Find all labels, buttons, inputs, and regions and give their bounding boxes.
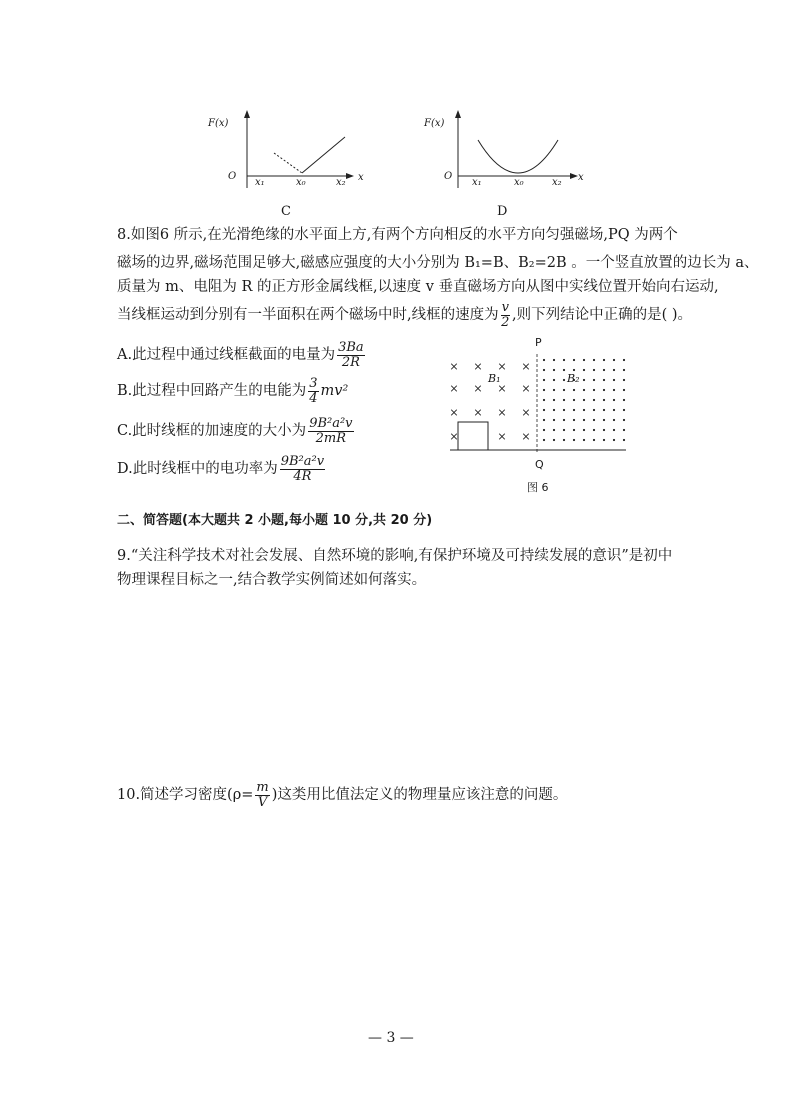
field-into-page-mark: ×: [473, 382, 483, 395]
graph-c-x2: x₂: [336, 177, 346, 188]
option-d-text: D.此时线框中的电功率为: [117, 461, 278, 477]
fraction-numerator: 3Ba: [338, 339, 364, 355]
field-out-of-page-dot: [563, 359, 565, 361]
field-out-of-page-dot: [623, 399, 625, 401]
field-out-of-page-dot: [593, 389, 595, 391]
field-out-of-page-dot: [543, 399, 545, 401]
field-into-page-mark: ×: [449, 430, 459, 443]
option-a-fraction: [337, 341, 365, 370]
q8-line-4-pre: 当线框运动到分别有一半面积在两个磁场中时,线框的速度为: [117, 307, 499, 323]
field-out-of-page-dot: [603, 409, 605, 411]
fraction-denominator: V: [257, 794, 268, 810]
field-out-of-page-dot: [583, 439, 585, 441]
field-out-of-page-dot: [553, 369, 555, 371]
field-into-page-mark: ×: [521, 382, 531, 395]
graph-d-x1: x₁: [472, 177, 482, 188]
field-out-of-page-dot: [543, 369, 545, 371]
field-out-of-page-dot: [553, 409, 555, 411]
graph-c-caption: C: [281, 204, 291, 219]
field-out-of-page-dot: [613, 379, 615, 381]
field-out-of-page-dot: [553, 419, 555, 421]
field-out-of-page-dot: [603, 359, 605, 361]
field-out-of-page-dot: [603, 439, 605, 441]
field-out-of-page-dot: [563, 429, 565, 431]
label-b1: B₁: [488, 372, 501, 385]
field-out-of-page-dot: [553, 379, 555, 381]
field-out-of-page-dot: [583, 429, 585, 431]
field-out-of-page-dot: [543, 429, 545, 431]
q8-line-4-post: ,则下列结论中正确的是( )。: [511, 307, 692, 323]
field-into-page-mark: ×: [521, 430, 531, 443]
option-c-fraction: [308, 417, 353, 446]
field-out-of-page-dot: [553, 399, 555, 401]
graph-d-origin: O: [444, 171, 453, 182]
q9-line-1: 9.“关注科学技术对社会发展、自然环境的影响,有保护环境及可持续发展的意识”是初中: [117, 548, 673, 564]
field-out-of-page-dot: [603, 419, 605, 421]
graph-c-x1: x₁: [255, 177, 265, 188]
fraction-denominator: 2mR: [315, 430, 347, 446]
graph-c-x0: x₀: [296, 177, 306, 188]
field-out-of-page-dot: [543, 439, 545, 441]
field-out-of-page-dot: [593, 409, 595, 411]
field-out-of-page-dot: [553, 429, 555, 431]
field-out-of-page-dot: [573, 409, 575, 411]
option-b-fraction: [308, 377, 318, 406]
field-out-of-page-dot: [563, 409, 565, 411]
field-out-of-page-dot: [613, 429, 615, 431]
field-out-of-page-dot: [613, 389, 615, 391]
graph-c-origin: O: [228, 171, 237, 182]
fraction-numerator: 9B²a²v: [309, 415, 353, 431]
field-out-of-page-dot: [623, 359, 625, 361]
field-out-of-page-dot: [593, 439, 595, 441]
graph-d-x0: x₀: [514, 177, 524, 188]
field-out-of-page-dot: [603, 399, 605, 401]
wire-frame-square: [458, 422, 488, 450]
field-out-of-page-dot: [583, 359, 585, 361]
field-out-of-page-dot: [593, 369, 595, 371]
field-out-of-page-dot: [563, 389, 565, 391]
field-out-of-page-dot: [563, 419, 565, 421]
fraction-denominator: 4R: [293, 468, 312, 484]
field-out-of-page-dot: [623, 419, 625, 421]
q8-option-c: [117, 416, 356, 446]
field-into-page-mark: ×: [497, 430, 507, 443]
field-out-of-page-dot: [593, 419, 595, 421]
fraction-numerator: 3: [309, 375, 318, 391]
graph-c: [198, 110, 378, 220]
q10-post: )这类用比值法定义的物理量应该注意的问题。: [271, 787, 568, 803]
field-out-of-page-dot: [583, 379, 585, 381]
field-out-of-page-dot: [563, 399, 565, 401]
graph-c-ylabel: F(x): [208, 118, 229, 129]
q8-line-1: 8.如图6 所示,在光滑绝缘的水平面上方,有两个方向相反的水平方向匀强磁场,PQ 为两个: [117, 227, 678, 243]
fraction-numerator: m: [256, 779, 269, 795]
figure-6: [440, 336, 640, 496]
field-out-of-page-dot: [613, 419, 615, 421]
field-out-of-page-dot: [543, 409, 545, 411]
option-d-fraction: [280, 455, 325, 484]
label-q: Q: [535, 458, 544, 471]
field-out-of-page-dot: [543, 419, 545, 421]
magnetic-field-diagram: [440, 336, 640, 476]
figure-6-caption: 图 6: [527, 481, 549, 494]
graph-d-caption: D: [497, 204, 508, 219]
field-out-of-page-dot: [603, 429, 605, 431]
field-out-of-page-dot: [543, 379, 545, 381]
field-out-of-page-dot: [593, 399, 595, 401]
option-b-text: B.此过程中回路产生的电能为: [117, 383, 307, 399]
q8-line-3: 质量为 m、电阻为 R 的正方形金属线框,以速度 v 垂直磁场方向从图中实线位置开始向右运动,: [117, 279, 719, 295]
option-c-text: C.此时线框的加速度的大小为: [117, 423, 307, 439]
field-out-of-page-dot: [543, 359, 545, 361]
q8-velocity-fraction: [501, 301, 510, 330]
q8-option-b: [117, 376, 348, 406]
fraction-denominator: 4: [309, 390, 318, 406]
field-out-of-page-dot: [613, 439, 615, 441]
field-out-of-page-dot: [623, 369, 625, 371]
field-into-page-mark: ×: [497, 382, 507, 395]
field-into-page-mark: ×: [473, 406, 483, 419]
field-into-page-mark: ×: [497, 360, 507, 373]
field-out-of-page-dot: [593, 379, 595, 381]
q8-line-4: [117, 300, 692, 330]
graph-d-x2: x₂: [552, 177, 562, 188]
option-b-suffix: mv²: [320, 383, 349, 399]
q10-line: [117, 780, 567, 810]
graph-d-xvar: x: [578, 172, 584, 183]
field-into-page-mark: ×: [449, 360, 459, 373]
field-out-of-page-dot: [603, 389, 605, 391]
field-into-page-mark: ×: [449, 406, 459, 419]
fraction-numerator: v: [501, 299, 509, 315]
q10-pre: 10.简述学习密度(ρ=: [117, 787, 254, 803]
label-b2: B₂: [567, 372, 580, 385]
field-out-of-page-dot: [583, 399, 585, 401]
field-out-of-page-dot: [623, 409, 625, 411]
graph-d-ylabel: F(x): [424, 118, 445, 129]
field-out-of-page-dot: [623, 429, 625, 431]
q8-option-d: [117, 454, 327, 484]
q8-line-2: 磁场的边界,磁场范围足够大,磁感应强度的大小分别为 B₁=B、B₂=2B 。一个竖直放置的边长为 a、: [117, 255, 759, 271]
fraction-numerator: 9B²a²v: [280, 453, 325, 469]
graph-d: [418, 110, 598, 220]
field-into-page-mark: ×: [473, 360, 483, 373]
label-p: P: [535, 336, 542, 349]
field-out-of-page-dot: [623, 379, 625, 381]
field-out-of-page-dot: [553, 359, 555, 361]
field-out-of-page-dot: [583, 409, 585, 411]
q9-line-2: 物理课程目标之一,结合教学实例简述如何落实。: [117, 572, 427, 588]
field-out-of-page-dot: [603, 369, 605, 371]
field-out-of-page-dot: [573, 429, 575, 431]
q8-option-a: [117, 340, 367, 370]
field-out-of-page-dot: [573, 359, 575, 361]
density-fraction: [255, 781, 269, 810]
section-2-heading: 二、简答题(本大题共 2 小题,每小题 10 分,共 20 分): [117, 513, 433, 528]
field-out-of-page-dot: [563, 379, 565, 381]
field-out-of-page-dot: [613, 399, 615, 401]
field-into-page-mark: ×: [497, 406, 507, 419]
fraction-denominator: 2: [501, 314, 510, 330]
graph-c-xvar: x: [358, 172, 364, 183]
field-out-of-page-dot: [593, 429, 595, 431]
field-into-page-mark: ×: [449, 382, 459, 395]
field-out-of-page-dot: [583, 369, 585, 371]
field-out-of-page-dot: [553, 389, 555, 391]
field-out-of-page-dot: [623, 439, 625, 441]
field-out-of-page-dot: [573, 389, 575, 391]
field-out-of-page-dot: [573, 419, 575, 421]
field-out-of-page-dot: [603, 379, 605, 381]
page-number: — 3 —: [368, 1030, 414, 1046]
option-a-text: A.此过程中通过线框截面的电量为: [117, 347, 336, 363]
field-out-of-page-dot: [583, 389, 585, 391]
field-out-of-page-dot: [583, 419, 585, 421]
field-out-of-page-dot: [623, 389, 625, 391]
field-into-page-mark: ×: [521, 406, 531, 419]
field-out-of-page-dot: [553, 439, 555, 441]
field-out-of-page-dot: [573, 439, 575, 441]
field-out-of-page-dot: [563, 369, 565, 371]
fraction-denominator: 2R: [341, 354, 360, 370]
field-out-of-page-dot: [613, 369, 615, 371]
field-out-of-page-dot: [573, 369, 575, 371]
field-out-of-page-dot: [613, 409, 615, 411]
field-out-of-page-dot: [593, 359, 595, 361]
field-out-of-page-dot: [613, 359, 615, 361]
field-out-of-page-dot: [573, 399, 575, 401]
field-into-page-mark: ×: [521, 360, 531, 373]
field-out-of-page-dot: [543, 389, 545, 391]
field-out-of-page-dot: [563, 439, 565, 441]
